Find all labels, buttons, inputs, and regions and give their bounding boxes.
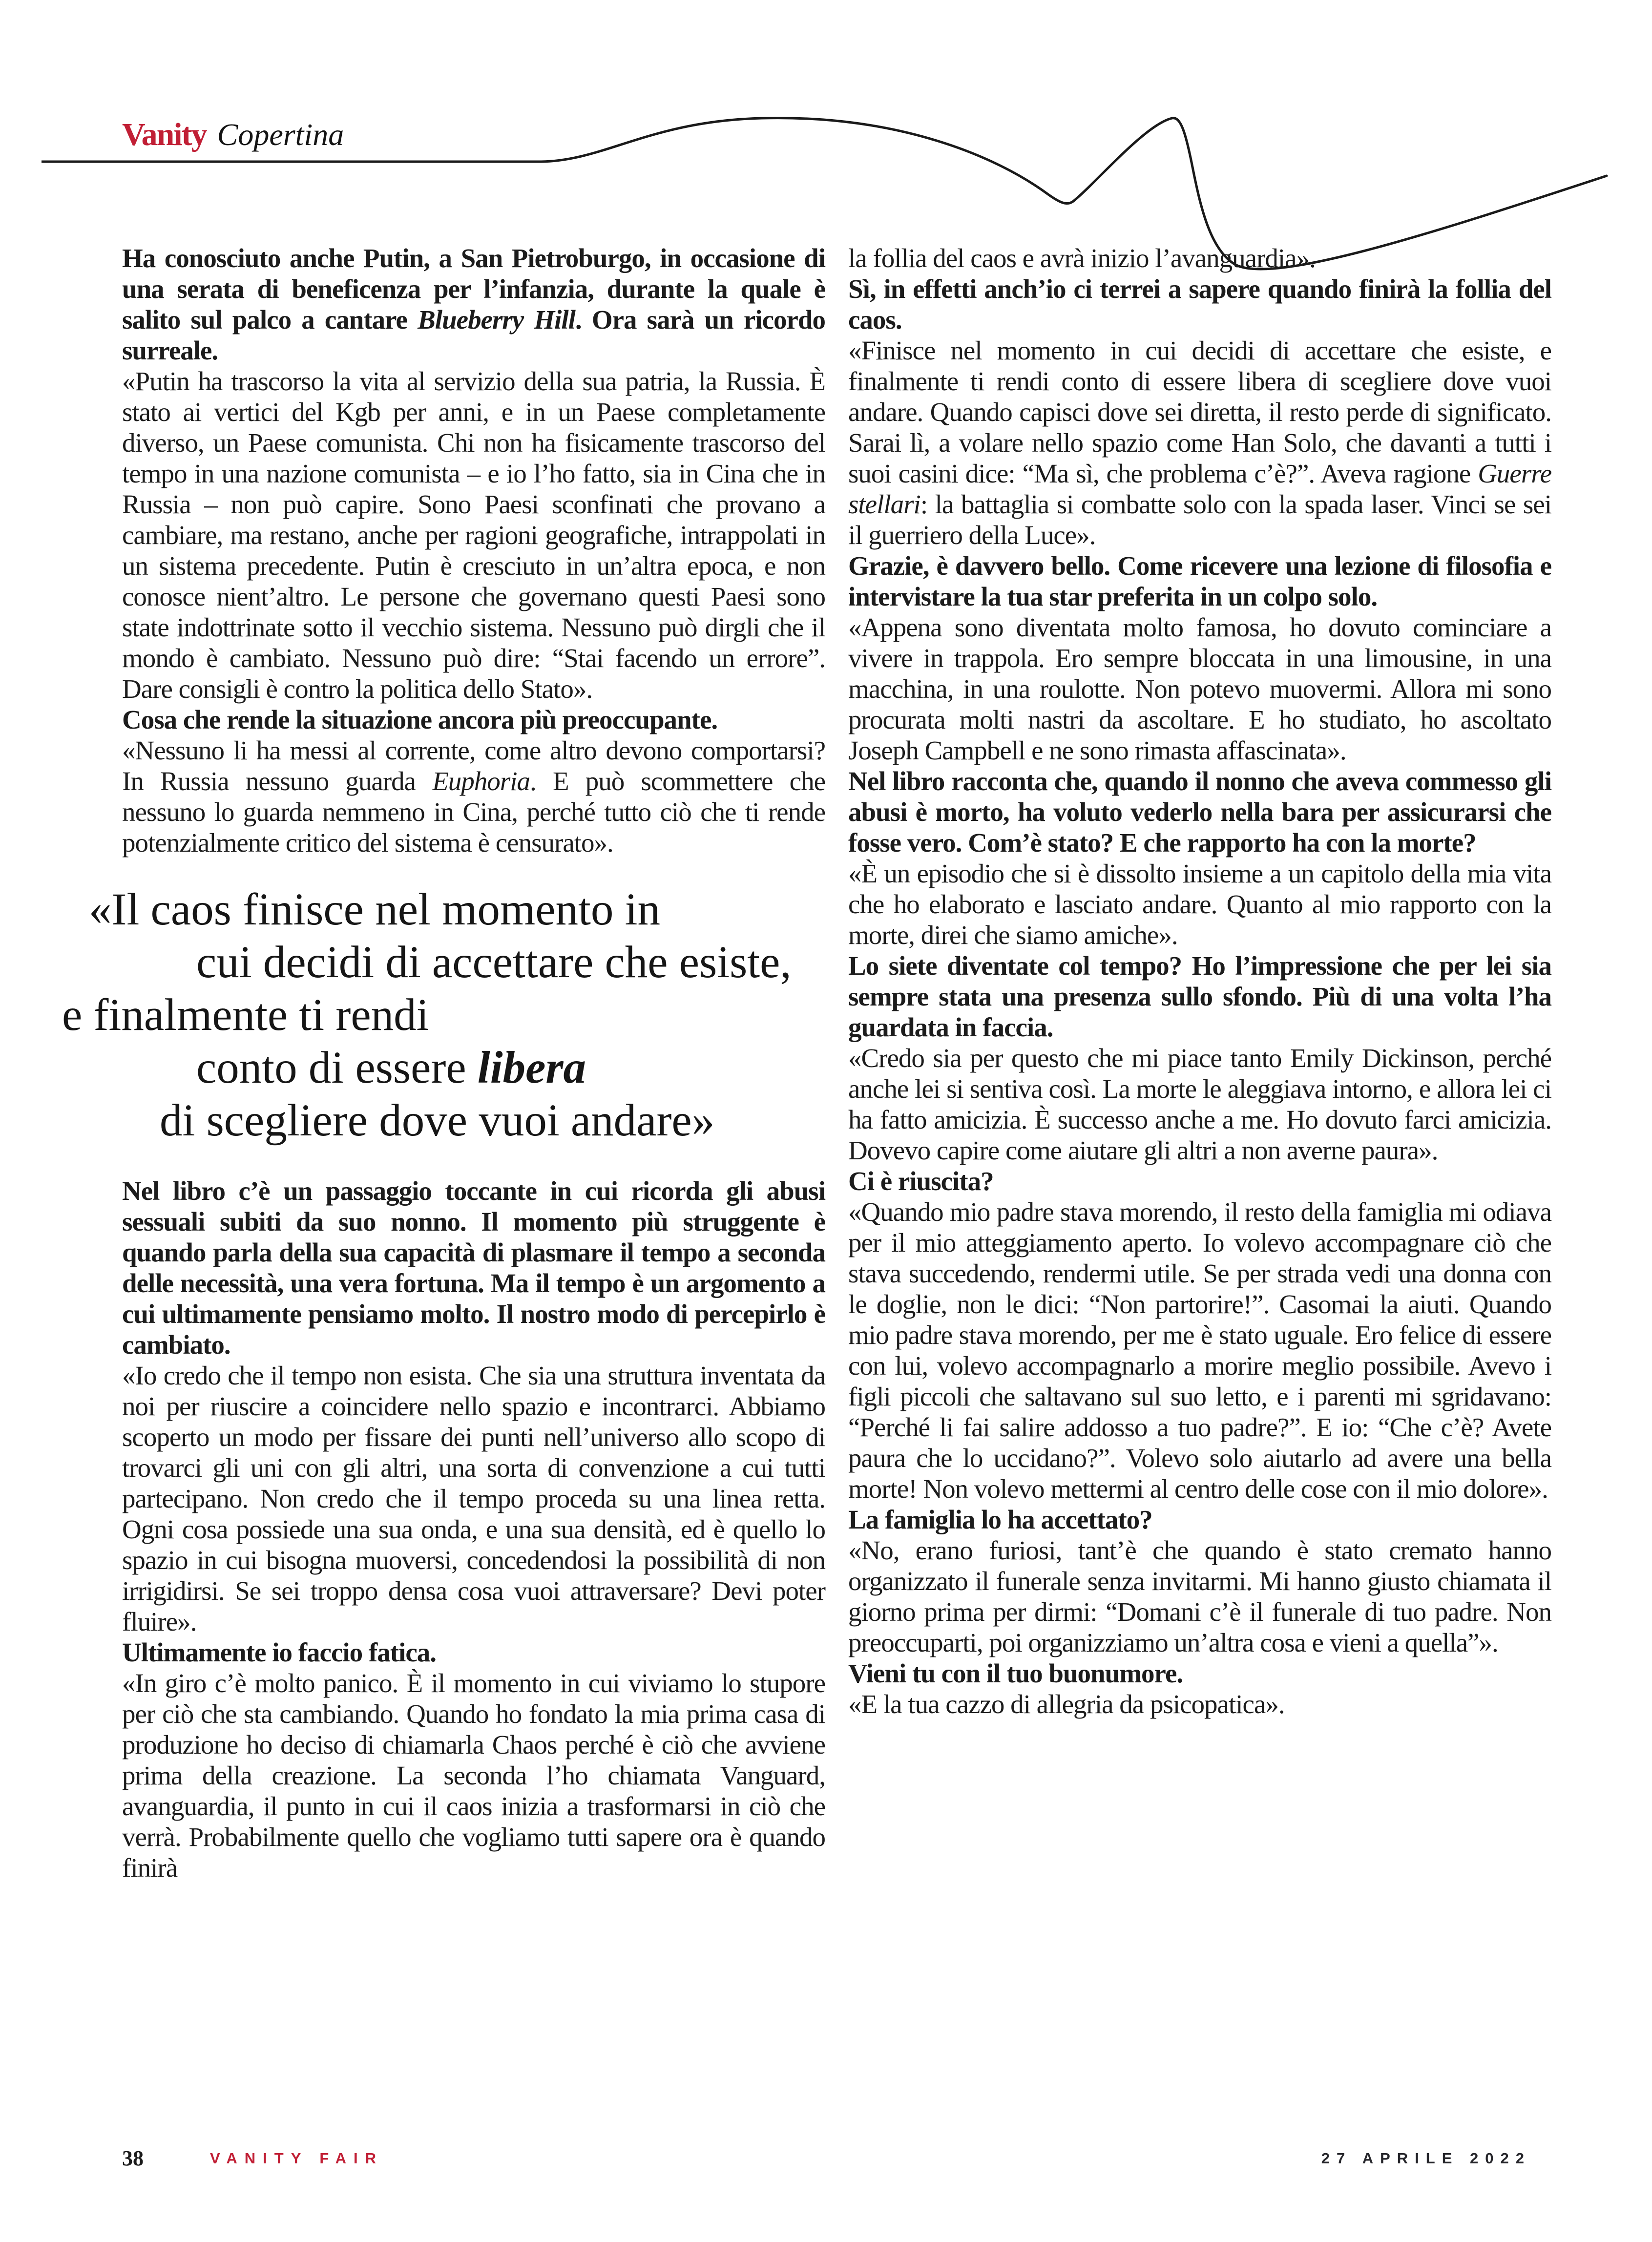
pull-quote-line	[54, 989, 903, 1042]
interview-question	[848, 273, 1551, 335]
masthead	[122, 116, 344, 153]
pull-quote-line	[54, 883, 903, 936]
interview-question	[848, 1166, 1551, 1196]
interview-question	[122, 243, 825, 366]
interview-answer	[122, 1360, 825, 1637]
interview-answer	[122, 1668, 825, 1883]
text-segment: Nel libro racconta che, quando il nonno che aveva commesso gli abusi è morto, ha voluto vederlo nella bara per assicurarsi che fosse vero. Com’è stato? E che rapporto ha con la morte?	[848, 766, 1551, 858]
text-segment: Guerre stellari	[848, 459, 1551, 519]
interview-question	[848, 1504, 1551, 1535]
text-segment: cui decidi di accettare che esiste,	[196, 937, 792, 987]
issue-date: 27 APRILE 2022	[1321, 2150, 1531, 2167]
interview-answer	[848, 335, 1551, 550]
section-name: Copertina	[217, 117, 344, 152]
text-segment: di scegliere dove vuoi andare»	[160, 1095, 715, 1146]
text-segment: conto di essere	[196, 1043, 478, 1093]
text-segment: «Io credo che il tempo non esista. Che sia una struttura inventata da noi per riuscire a coincidere nello spazio e incontrarci. Abbiamo scoperto un modo per fissare dei punti nell’universo allo scopo di trovarci gli uni con gli altri, una sorta di convenzione a cui tutti partecipano. Non credo che il tempo proceda su una linea retta. Ogni cosa possiede una sua onda, e una sua densità, ed è quello lo spazio in cui bisogna muoversi, concedendosi la possibilità di non irrigidirsi. Se sei troppo densa cosa vuoi attraversare? Devi poter fluire».	[122, 1361, 825, 1636]
text-segment: : la battaglia si combatte solo con la spada laser. Vinci se sei il guerriero della Luce».	[848, 489, 1551, 550]
pull-quote-line	[54, 936, 903, 989]
text-segment: «In giro c’è molto panico. È il momento in cui viviamo lo stupore per ciò che sta cambiando. Quando ho fondato la mia prima casa di produzione ho deciso di chiamarla Chaos perché è ciò che avviene prima della creazione. La seconda l’ho chiamata Vanguard, avanguardia, il punto in cui il caos inizia a trasformarsi in ciò che verrà. Probabilmente quello che vogliamo tutti sapere ora è quando finirà	[122, 1668, 825, 1883]
interview-question	[848, 550, 1551, 612]
text-segment: «Il caos finisce nel momento in	[89, 884, 660, 935]
text-segment: La famiglia lo ha accettato?	[848, 1505, 1152, 1534]
interview-question	[122, 1637, 825, 1668]
page-number: 38	[122, 2146, 144, 2170]
text-segment: «E la tua cazzo di allegria da psicopatica».	[848, 1689, 1285, 1719]
text-segment: Sì, in effetti anch’io ci terrei a sapere quando finirà la follia del caos.	[848, 274, 1551, 335]
text-segment: Euphoria	[432, 766, 530, 796]
pull-quote	[54, 883, 903, 1147]
text-segment: «Finisce nel momento in cui decidi di accettare che esiste, e finalmente ti rendi conto di essere libera di scegliere dove vuoi andare. Quando capisci dove sei diretta, il resto perde di significato. Sarai lì, a volare nello spazio come Han Solo, che davanti a tutti i suoi casini dice: “Ma sì, che problema c’è?”. Aveva ragione	[848, 335, 1551, 488]
text-segment: «Quando mio padre stava morendo, il resto della famiglia mi odiava per il mio atteggiamento aperto. Io volevo accompagnare ciò che stava succedendo, rendermi utile. Se per strada vedi una donna con le doglie, non le dici: “Non partorire!”. Casomai la aiuti. Quando mio padre stava morendo, per me è stato uguale. Ero felice di essere con lui, volevo accompagnarlo a morire meglio possibile. Avevo i figli piccoli che saltavano sul suo letto, e i parenti mi sgridavano: “Perché li fai salire addosso a tuo padre?”. E io: “Che c’è? Avete paura che lo uccidano?”. Volevo solo aiutarlo ad avere una bella morte! Non volevo mettermi al centro delle cose con il mio dolore».	[848, 1197, 1551, 1504]
text-segment: «Credo sia per questo che mi piace tanto Emily Dickinson, perché anche lei si sentiva così. La morte le aleggiava intorno, e allora lei ci ha fatto amicizia. È successo anche a me. Ho dovuto farci amicizia. Dovevo capire come aiutare gli altri a non averne paura».	[848, 1043, 1551, 1165]
text-segment: «Putin ha trascorso la vita al servizio della sua patria, la Russia. È stato ai vertici del Kgb per anni, e in un Paese completamente diverso, un Paese comunista. Chi non ha fisicamente trascorso del tempo in una nazione comunista – e io l’ho fatto, sia in Cina che in Russia – non può capire. Sono Paesi sconfinati che provano a cambiare, ma restano, anche per ragioni geografiche, intrappolati in un sistema precedente. Putin è cresciuto in un’altra epoca, e non conosce nient’altro. Le persone che governano questi Paesi sono state indottrinate sotto il vecchio sistema. Nessuno può dirgli che il mondo è cambiato. Nessuno può dire: “Stai facendo un errore”. Dare consigli è contro la politica dello Stato».	[122, 366, 825, 704]
text-segment: . E può scommettere che nessuno lo guarda nemmeno in Cina, perché tutto ciò che ti rende potenzialmente critico del sistema è censurato».	[122, 766, 825, 858]
interview-question	[122, 1175, 825, 1360]
interview-answer	[848, 858, 1551, 950]
text-segment: Lo siete diventate col tempo? Ho l’impressione che per lei sia sempre stata una presenza sullo sfondo. Più di una volta l’ha guardata in faccia.	[848, 951, 1551, 1042]
text-segment: «No, erano furiosi, tant’è che quando è stato cremato hanno organizzato il funerale senza invitarmi. Mi hanno giusto chiamata il giorno prima per dirmi: “Domani c’è il funerale di tuo padre. Non preoccuparti, poi organizziamo un’altra cosa e vieni a quella”».	[848, 1535, 1551, 1657]
text-segment: «È un episodio che si è dissolto insieme a un capitolo della mia vita che ho elaborato e lasciato andare. Quanto al mio rapporto con la morte, direi che siamo amiche».	[848, 859, 1551, 950]
interview-answer	[848, 1196, 1551, 1504]
text-segment: Cosa che rende la situazione ancora più preoccupante.	[122, 705, 718, 734]
text-segment: Ha conosciuto anche Putin, a San Pietroburgo, in occasione di una serata di beneficenza per l’infanzia, durante la quale è salito sul palco a cantare	[122, 243, 825, 335]
interview-question	[848, 1658, 1551, 1689]
interview-answer	[848, 1535, 1551, 1658]
article-column-left	[62, 243, 825, 1883]
text-segment: «Nessuno li ha messi al corrente, come altro devono comportarsi? In Russia nessuno guarda	[122, 735, 825, 796]
pull-quote-line	[54, 1042, 903, 1094]
pull-quote-line	[54, 1094, 903, 1147]
text-segment: . Ora sarà un ricordo surreale.	[122, 305, 825, 365]
interview-answer	[848, 1043, 1551, 1166]
text-segment: la follia del caos e avrà inizio l’avanguardia».	[848, 243, 1316, 273]
interview-question	[122, 704, 825, 735]
text-segment: Nel libro c’è un passaggio toccante in cui ricorda gli abusi sessuali subiti da suo nonno. Il momento più struggente è quando parla della sua capacità di plasmare il tempo a seconda delle necessità, una vera fortuna. Ma il tempo è un argomento a cui ultimamente pensiamo molto. Il nostro modo di percepirlo è cambiato.	[122, 1176, 825, 1360]
brand-name: Vanity	[122, 117, 207, 152]
article-column-right	[848, 243, 1551, 1719]
interview-answer	[122, 366, 825, 704]
interview-answer	[848, 612, 1551, 766]
magazine-name: VANITY FAIR	[210, 2150, 384, 2167]
text-segment: libera	[477, 1043, 586, 1093]
text-segment: Ci è riuscita?	[848, 1166, 994, 1196]
interview-answer	[848, 243, 1551, 273]
text-segment: Vieni tu con il tuo buonumore.	[848, 1658, 1183, 1688]
text-segment: Blueberry Hill	[418, 305, 575, 335]
interview-answer	[848, 1689, 1551, 1719]
interview-answer	[122, 735, 825, 858]
interview-question	[848, 950, 1551, 1043]
text-segment: e finalmente ti rendi	[62, 990, 429, 1040]
interview-question	[848, 766, 1551, 858]
text-segment: «Appena sono diventata molto famosa, ho dovuto cominciare a vivere in trappola. Ero sempre bloccata in una limousine, in una macchina, in una roulotte. Non potevo muovermi. Allora mi sono procurata molti nastri da ascoltare. E ho studiato, ho ascoltato Joseph Campbell e ne sono rimasta affascinata».	[848, 612, 1551, 765]
text-segment: Grazie, è davvero bello. Come ricevere una lezione di filosofia e intervistare la tua star preferita in un colpo solo.	[848, 551, 1551, 611]
text-segment: Ultimamente io faccio fatica.	[122, 1637, 436, 1667]
